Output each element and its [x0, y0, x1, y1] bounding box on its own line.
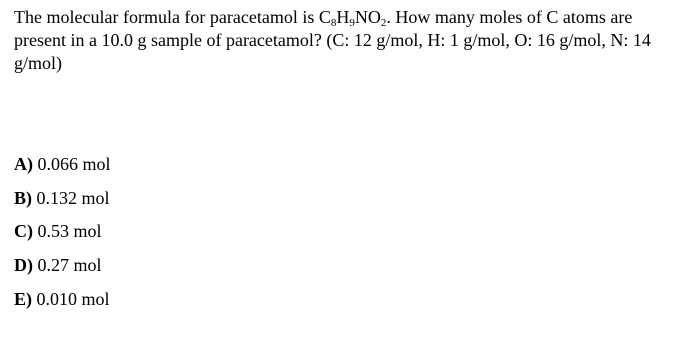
option-c-letter: C): [14, 221, 33, 242]
option-e-letter: E): [14, 288, 32, 309]
subscript-hydrogen-count: 9: [349, 17, 355, 29]
option-d-text: 0.27 mol: [33, 255, 102, 276]
option-d[interactable]: [14, 254, 111, 276]
question-part-2: H: [336, 7, 350, 27]
option-c[interactable]: [14, 220, 111, 242]
option-a-text: 0.066 mol: [33, 154, 111, 174]
option-e-text: 0.010 mol: [32, 288, 110, 309]
question-text: [14, 6, 654, 75]
subscript-carbon-count: 8: [330, 17, 337, 29]
option-a-letter: A): [14, 154, 33, 174]
subscript-oxygen-count: 2: [380, 17, 387, 29]
question-part-4: . How many moles of C atoms are present in a 10.0 g sample of paracetamol? (C: 12 g/mol, H: 1 g/mol, O: 16 g/mol, N: 14 g/mol): [14, 7, 651, 73]
option-c-text: 0.53 mol: [33, 221, 102, 242]
option-e[interactable]: [14, 288, 111, 310]
option-b-letter: B): [14, 187, 32, 208]
answer-options: [14, 153, 111, 321]
option-a[interactable]: [14, 153, 111, 175]
option-d-letter: D): [14, 255, 33, 276]
option-b-text: 0.132 mol: [32, 187, 110, 208]
question-part-3: NO: [354, 7, 381, 27]
option-b[interactable]: [14, 187, 111, 209]
question-part-1: The molecular formula for paracetamol is C: [14, 7, 331, 27]
